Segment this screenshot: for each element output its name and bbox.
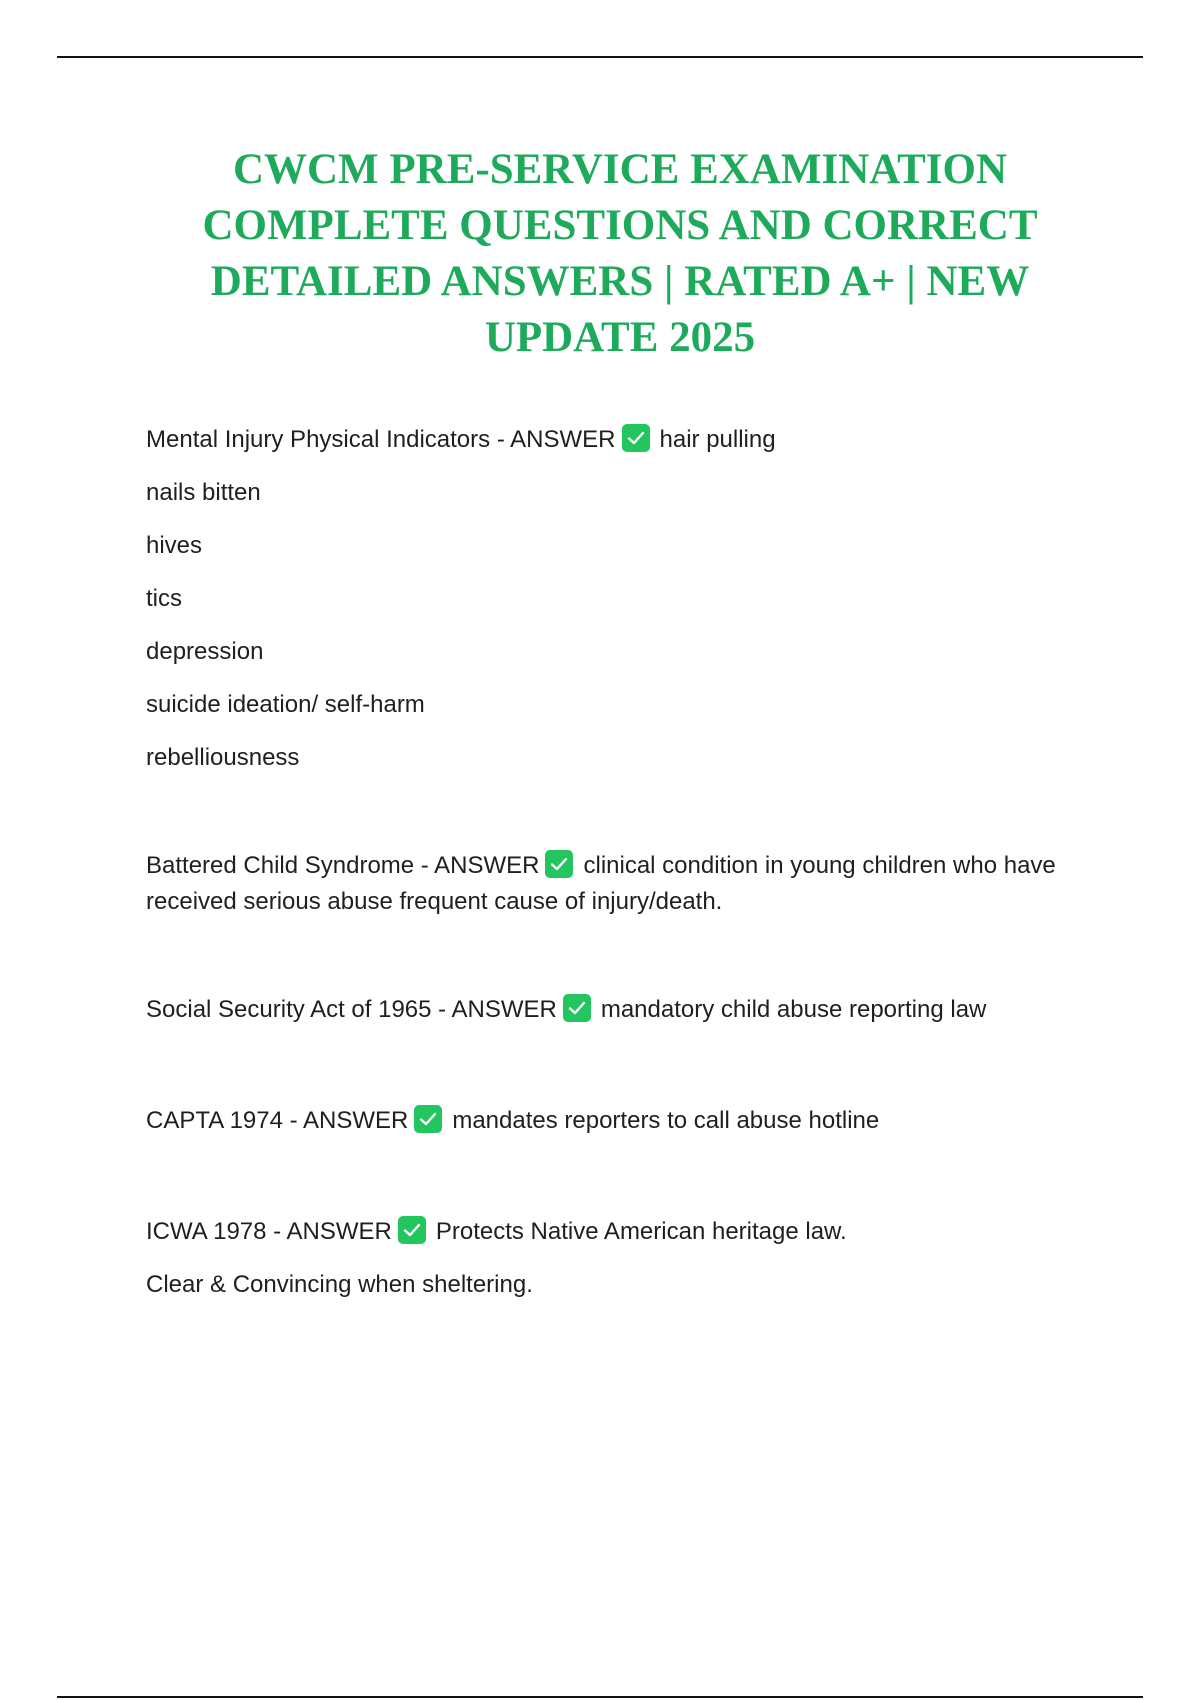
answer-line: Clear & Convincing when sheltering. (146, 1271, 533, 1298)
qa-term: Social Security Act of 1965 - (146, 996, 452, 1023)
checkmark-icon (563, 994, 591, 1022)
spacer (146, 1028, 1066, 1103)
answer-line: depression (146, 638, 264, 665)
answer-marker: ANSWER (286, 1218, 392, 1245)
answer-line: suicide ideation/ self-harm (146, 691, 425, 718)
answer-line: rebelliousness (146, 744, 300, 771)
qa-question-line (146, 422, 1066, 458)
qa-item-icwa (146, 1214, 1066, 1303)
spacer (146, 920, 1066, 992)
answer-text: clinical condition in young children who have received serious abuse frequent cause of injury/death. (146, 852, 1056, 915)
bottom-divider (57, 1696, 1143, 1698)
document-title: CWCM PRE-SERVICE EXAMINATION COMPLETE QUESTIONS AND CORRECT DETAILED ANSWERS | RATED A+ | NEW UPDATE 2025 (202, 146, 1038, 361)
qa-item-mental-injury (146, 422, 1066, 776)
checkmark-icon (414, 1105, 442, 1133)
answer-marker: ANSWER (510, 426, 616, 453)
top-divider (57, 56, 1143, 58)
spacer (146, 1139, 1066, 1214)
answer-text: mandatory child abuse reporting law (600, 996, 987, 1023)
qa-question-line (146, 1103, 1066, 1139)
answer-marker: ANSWER (451, 996, 557, 1023)
answer-text: hair pulling (659, 426, 776, 453)
qa-term: Mental Injury Physical Indicators - (146, 426, 511, 453)
spacer (146, 776, 1066, 848)
qa-question-line (146, 848, 1066, 920)
qa-question-line (146, 992, 1066, 1028)
qa-term: ICWA 1978 - (146, 1218, 287, 1245)
qa-list (146, 422, 1066, 1303)
checkmark-icon (398, 1216, 426, 1244)
answer-marker: ANSWER (434, 852, 540, 879)
answer-line: tics (146, 585, 182, 612)
checkmark-icon (622, 424, 650, 452)
qa-item-social-security-act (146, 992, 1066, 1028)
answer-text: Protects Native American heritage law. (435, 1218, 847, 1245)
qa-term: CAPTA 1974 - (146, 1107, 303, 1134)
answer-marker: ANSWER (302, 1107, 409, 1134)
answer-line: nails bitten (146, 479, 261, 506)
checkmark-icon (545, 850, 573, 878)
qa-term: Battered Child Syndrome - (146, 852, 435, 879)
qa-item-battered-child (146, 848, 1066, 920)
answer-line: hives (146, 532, 203, 559)
answer-text: mandates reporters to call abuse hotline (452, 1107, 880, 1134)
qa-question-line (146, 1214, 1066, 1250)
qa-item-capta (146, 1103, 1066, 1139)
